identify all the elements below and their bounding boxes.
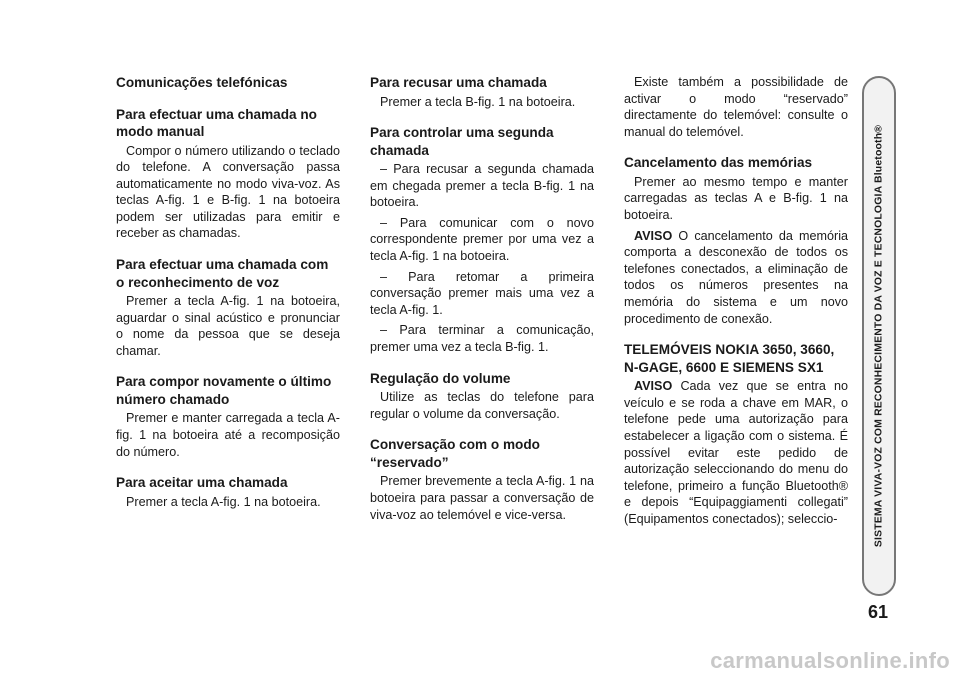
warning-authorization [624,378,848,527]
paragraph-memory-cancel: Premer ao mesmo tempo e manter carregadas as teclas A e B-fig. 1 na botoeira. [624,174,848,223]
paragraph-second-call-end: – Para terminar a comunicação, premer uma vez a tecla B-fig. 1. [370,323,594,355]
paragraph-second-call-resume: – Para retomar a primeira conversação premer mais uma vez a tecla A-fig. 1. [370,269,594,317]
column-1 [116,74,340,524]
heading-manual-call: Para efectuar uma chamada no modo manual [116,106,317,139]
paragraph-voice-call: Premer a tecla A-fig. 1 na botoeira, aguardar o sinal acústico e pronunciar o nome da pessoa que se deseja chamar. [116,294,340,358]
paragraph-redial: Premer e manter carregada a tecla A-fig. 1 na botoeira até a recomposição do número. [116,411,340,459]
heading-redial: Para compor novamente o último número chamado [116,374,332,407]
paragraph-second-call-new: – Para comunicar com o novo correspondente premer por uma vez a tecla A-fig. 1 na botoeira. [370,215,594,264]
paragraph-second-call-refuse: – Para recusar a segunda chamada em chegada premer a tecla B-fig. 1 na botoeira. [370,162,594,210]
column-3 [624,74,848,542]
section-title: Comunicações telefónicas [116,75,288,90]
warning-label: AVISO [634,379,673,394]
paragraph-reserved-mode: Premer brevemente a tecla A-fig. 1 na botoeira para passar a conversação de viva-voz ao telemóvel e vice-versa. [370,474,594,522]
page-number: 61 [867,602,889,622]
warning-text: Cada vez que se entra no veículo e se roda a chave em MAR, o telefone pede uma autorização para estabelecer a ligação com o sistema. É possível evitar este pedido de autorização seleccionando do menu do telefone, primeiro a função Bluetooth® e depois “Equipaggiamenti collegati” (Equipamentos conectados); seleccio- [624,379,848,526]
paragraph-accept-call: Premer a tecla A-fig. 1 na botoeira. [126,494,321,509]
warning-label: AVISO [634,228,673,243]
warning-memory-cancel [624,228,848,328]
heading-reserved-mode: Conversação com o modo “reservado” [370,437,540,470]
heading-accept-call: Para aceitar uma chamada [116,475,288,491]
paragraph-refuse-call: Premer a tecla B-fig. 1 na botoeira. [380,94,576,109]
side-chapter-tab [862,76,896,596]
paragraph-volume: Utilize as teclas do telefone para regular o volume da conversação. [370,390,594,421]
column-2 [370,74,594,537]
watermark: carmanualsonline.info [710,648,950,673]
paragraph-reserved-phone: Existe também a possibilidade de activar o modo “reservado” directamente do telemóvel: consulte o manual do telemóvel. [624,75,848,139]
heading-second-call: Para controlar uma segunda chamada [370,125,554,158]
heading-volume: Regulação do volume [370,370,511,386]
heading-phone-models: TELEMÓVEIS NOKIA 3650, 3660, N-GAGE, 6600 E SIEMENS SX1 [624,342,835,375]
side-chapter-title: SISTEMA VIVA-VOZ COM RECONHECIMENTO DA VOZ E TECNOLOGIA Bluetooth® [873,124,885,548]
warning-text: O cancelamento da memória comporta a desconexão de todos os telefones conectados, a eliminação de todos os números presentes na memória do sistema e um novo procedimento de conexão. [624,228,849,326]
heading-memory-cancel: Cancelamento das memórias [624,155,813,171]
heading-refuse-call: Para recusar uma chamada [370,75,547,90]
heading-voice-call: Para efectuar uma chamada com o reconhecimento de voz [116,257,329,290]
paragraph-manual-call: Compor o número utilizando o teclado do telefone. A conversação passa automaticamente no modo viva-voz. As teclas A-fig. 1 e B-fig. 1 na botoeira podem ser utilizadas para emitir e receber as chamadas. [116,143,340,241]
